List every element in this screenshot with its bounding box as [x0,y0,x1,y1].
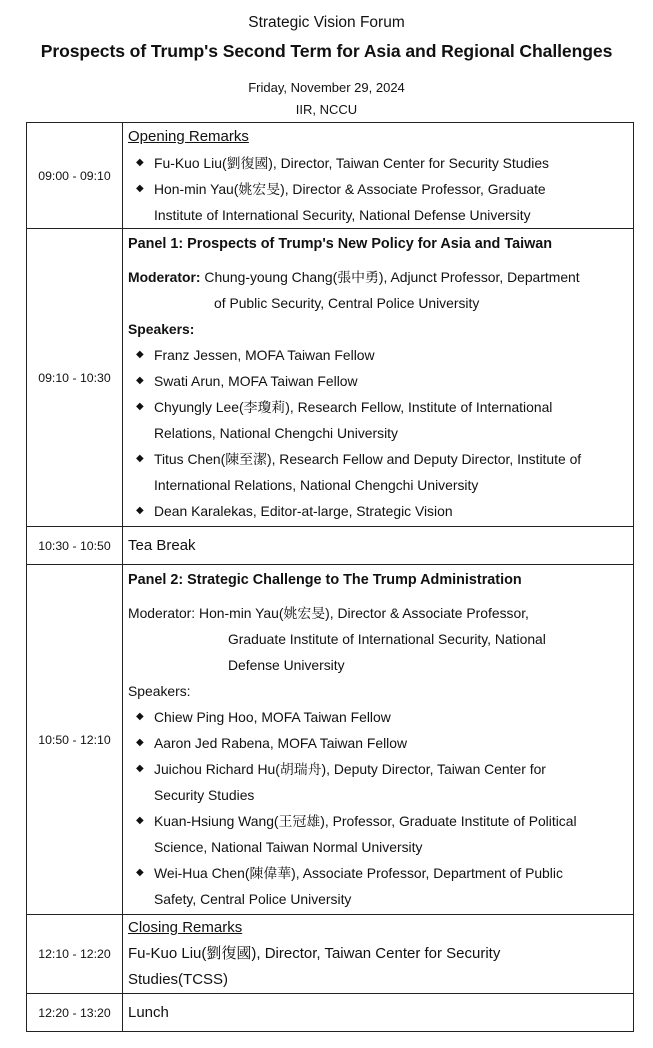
list-item: ◆ Chiew Ping Hoo, MOFA Taiwan Fellow [128,704,629,730]
time-cell: 09:00 - 09:10 [27,123,123,229]
list-item: ◆ Titus Chen(陳至潔), Research Fellow and Deputy Director, Institute of [128,446,629,472]
time-cell: 12:10 - 12:20 [27,915,123,994]
closing-remarks-title: Closing Remarks [128,919,243,936]
diamond-bullet-icon: ◆ [136,182,144,194]
diamond-bullet-icon: ◆ [136,453,144,464]
closing-speaker-line: Fu-Kuo Liu(劉復國), Director, Taiwan Center for Security [128,945,501,962]
diamond-bullet-icon: ◆ [136,401,144,412]
tea-break-label: Tea Break [128,536,196,554]
content-cell [123,123,634,229]
list-item: ◆ Hon-min Yau(姚宏旻), Director & Associate Professor, Graduate [128,176,629,202]
list-item: ◆ Aaron Jed Rabena, MOFA Taiwan Fellow [128,730,629,756]
diamond-bullet-icon: ◆ [136,349,144,360]
moderator-line-cont: Graduate Institute of International Security, National [228,631,546,647]
agenda-row-opening [27,123,634,229]
panel1-title: Panel 1: Prospects of Trump's New Policy for Asia and Taiwan [128,236,553,252]
forum-name: Strategic Vision Forum [248,14,405,31]
content-cell [123,994,634,1032]
diamond-bullet-icon: ◆ [136,763,144,774]
event-venue: IIR, NCCU [295,102,358,117]
agenda-row-closing [27,915,634,994]
moderator-line: Moderator: Chung-young Chang(張中勇), Adjunct Professor, Department [128,269,580,285]
content-cell [123,915,634,994]
list-item: ◆ Juichou Richard Hu(胡瑞舟), Deputy Director, Taiwan Center for [128,756,629,782]
moderator-line-cont: of Public Security, Central Police University [214,295,480,311]
diamond-bullet-icon: ◆ [136,867,144,878]
diamond-bullet-icon: ◆ [136,737,144,748]
list-item-continuation: International Relations, National Chengchi University [154,477,479,493]
agenda-row-lunch [27,994,634,1032]
agenda-row-panel2 [27,565,634,915]
list-item-continuation: Safety, Central Police University [154,891,352,907]
moderator-line: Moderator: Hon-min Yau(姚宏旻), Director & Associate Professor, [128,605,529,621]
speakers-label: Speakers: [128,683,191,699]
diamond-bullet-icon: ◆ [136,711,144,722]
diamond-bullet-icon: ◆ [136,375,144,386]
list-item-continuation: Institute of International Security, National Defense University [154,206,531,223]
lunch-label: Lunch [128,1003,169,1021]
panel2-title: Panel 2: Strategic Challenge to The Trump Administration [128,572,522,588]
diamond-bullet-icon: ◆ [136,815,144,826]
list-item-continuation: Security Studies [154,787,255,803]
time-cell: 09:10 - 10:30 [27,229,123,527]
content-cell [123,229,634,527]
moderator-line-cont: Defense University [228,657,345,673]
list-item-continuation: Science, National Taiwan Normal University [154,839,423,855]
diamond-bullet-icon: ◆ [136,156,144,168]
event-date: Friday, November 29, 2024 [248,80,405,95]
list-item: ◆ Franz Jessen, MOFA Taiwan Fellow [128,342,629,368]
time-cell: 10:30 - 10:50 [27,527,123,565]
speakers-label: Speakers: [128,321,195,337]
content-cell [123,565,634,915]
list-item: ◆ Wei-Hua Chen(陳偉華), Associate Professor, Department of Public [128,860,629,886]
list-item: ◆ Fu-Kuo Liu(劉復國), Director, Taiwan Center for Security Studies [128,150,629,176]
diamond-bullet-icon: ◆ [136,505,144,516]
agenda-table [26,122,634,1032]
list-item: ◆ Kuan-Hsiung Wang(王冠雄), Professor, Graduate Institute of Political [128,808,629,834]
agenda-row-tea-break [27,527,634,565]
agenda-row-panel1 [27,229,634,527]
closing-speaker-line-cont: Studies(TCSS) [128,971,229,988]
time-cell: 12:20 - 13:20 [27,994,123,1032]
event-title: Prospects of Trump's Second Term for Asia and Regional Challenges [40,41,613,61]
time-cell: 10:50 - 12:10 [27,565,123,915]
list-item-continuation: Relations, National Chengchi University [154,425,398,441]
content-cell [123,527,634,565]
list-item: ◆ Chyungly Lee(李瓊莉), Research Fellow, Institute of International [128,394,629,420]
list-item: ◆ Swati Arun, MOFA Taiwan Fellow [128,368,629,394]
opening-remarks-title: Opening Remarks [128,127,249,145]
list-item: ◆ Dean Karalekas, Editor-at-large, Strategic Vision [128,498,629,524]
